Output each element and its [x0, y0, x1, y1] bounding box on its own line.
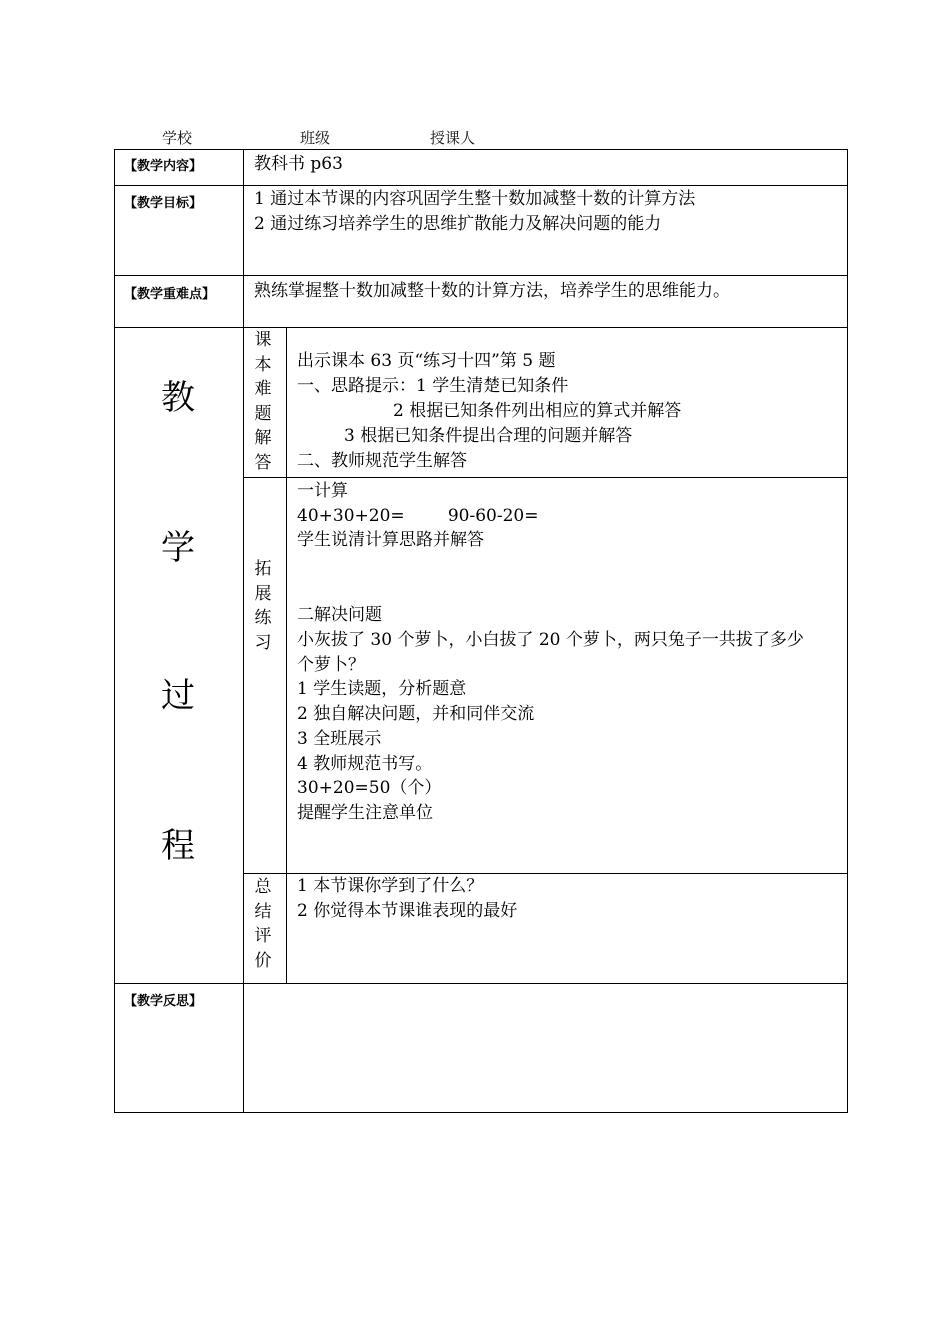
extension-line-3: 学生说清计算思路并解答 [297, 530, 484, 550]
extension-line-4: 二解决问题 [297, 605, 382, 625]
process-char-3: 过 [161, 676, 195, 716]
section-title-summary: 总结评价 [254, 877, 272, 971]
extension-line-1: 一计算 [297, 481, 348, 501]
row-divider [114, 275, 848, 276]
goal-line-1: 1 通过本节课的内容巩固学生整十数加减整十数的计算方法 [254, 189, 696, 209]
section-title-extension: 拓展练习 [254, 559, 272, 653]
teacher-label: 授课人 [430, 129, 476, 147]
content-value: 教科书 p63 [254, 154, 343, 174]
textbook-line-5: 二、教师规范学生解答 [297, 451, 467, 471]
class-label: 班级 [300, 129, 331, 147]
extension-line-7: 1 学生读题，分析题意 [297, 679, 467, 699]
row-divider [114, 983, 848, 984]
label-column-divider [243, 149, 244, 1112]
process-char-4: 程 [161, 826, 195, 866]
extension-line-2: 40+30+20= 90-60-20= [297, 506, 539, 526]
textbook-line-2: 一、思路提示：1 学生清楚已知条件 [297, 376, 569, 396]
summary-line-1: 1 本节课你学到了什么？ [297, 876, 484, 896]
process-char-1: 教 [161, 378, 195, 418]
reflection-label: 【教学反思】 [124, 994, 203, 1009]
extension-line-10: 4 教师规范书写。 [297, 754, 433, 774]
extension-line-6: 个萝卜？ [297, 655, 365, 675]
extension-line-5: 小灰拔了 30 个萝卜，小白拔了 20 个萝卜，两只兔子一共拔了多少 [297, 630, 804, 650]
content-label: 【教学内容】 [124, 159, 203, 174]
extension-line-11: 30+20=50（个） [297, 778, 442, 798]
row-divider [114, 185, 848, 186]
summary-line-2: 2 你觉得本节课谁表现的最好 [297, 901, 518, 921]
extension-line-9: 3 全班展示 [297, 729, 382, 749]
process-subtitle-divider [286, 327, 287, 983]
textbook-line-3: 2 根据已知条件列出相应的算式并解答 [393, 401, 682, 421]
goal-line-2: 2 通过练习培养学生的思维扩散能力及解决问题的能力 [254, 214, 662, 234]
textbook-line-1: 出示课本 63 页“练习十四”第 5 题 [297, 351, 556, 371]
section-title-textbook: 课本难题解答 [254, 330, 272, 473]
key-points-label: 【教学重难点】 [124, 287, 216, 302]
extension-line-8: 2 独自解决问题，并和同伴交流 [297, 704, 535, 724]
extension-line-12: 提醒学生注意单位 [297, 803, 433, 823]
row-divider [114, 327, 848, 328]
process-char-2: 学 [161, 528, 195, 568]
key-points-value: 熟练掌握整十数加减整十数的计算方法，培养学生的思维能力。 [254, 281, 730, 301]
textbook-line-4: 3 根据已知条件提出合理的问题并解答 [344, 426, 633, 446]
school-label: 学校 [162, 129, 193, 147]
process-row-divider [243, 477, 847, 478]
goals-label: 【教学目标】 [124, 196, 203, 211]
